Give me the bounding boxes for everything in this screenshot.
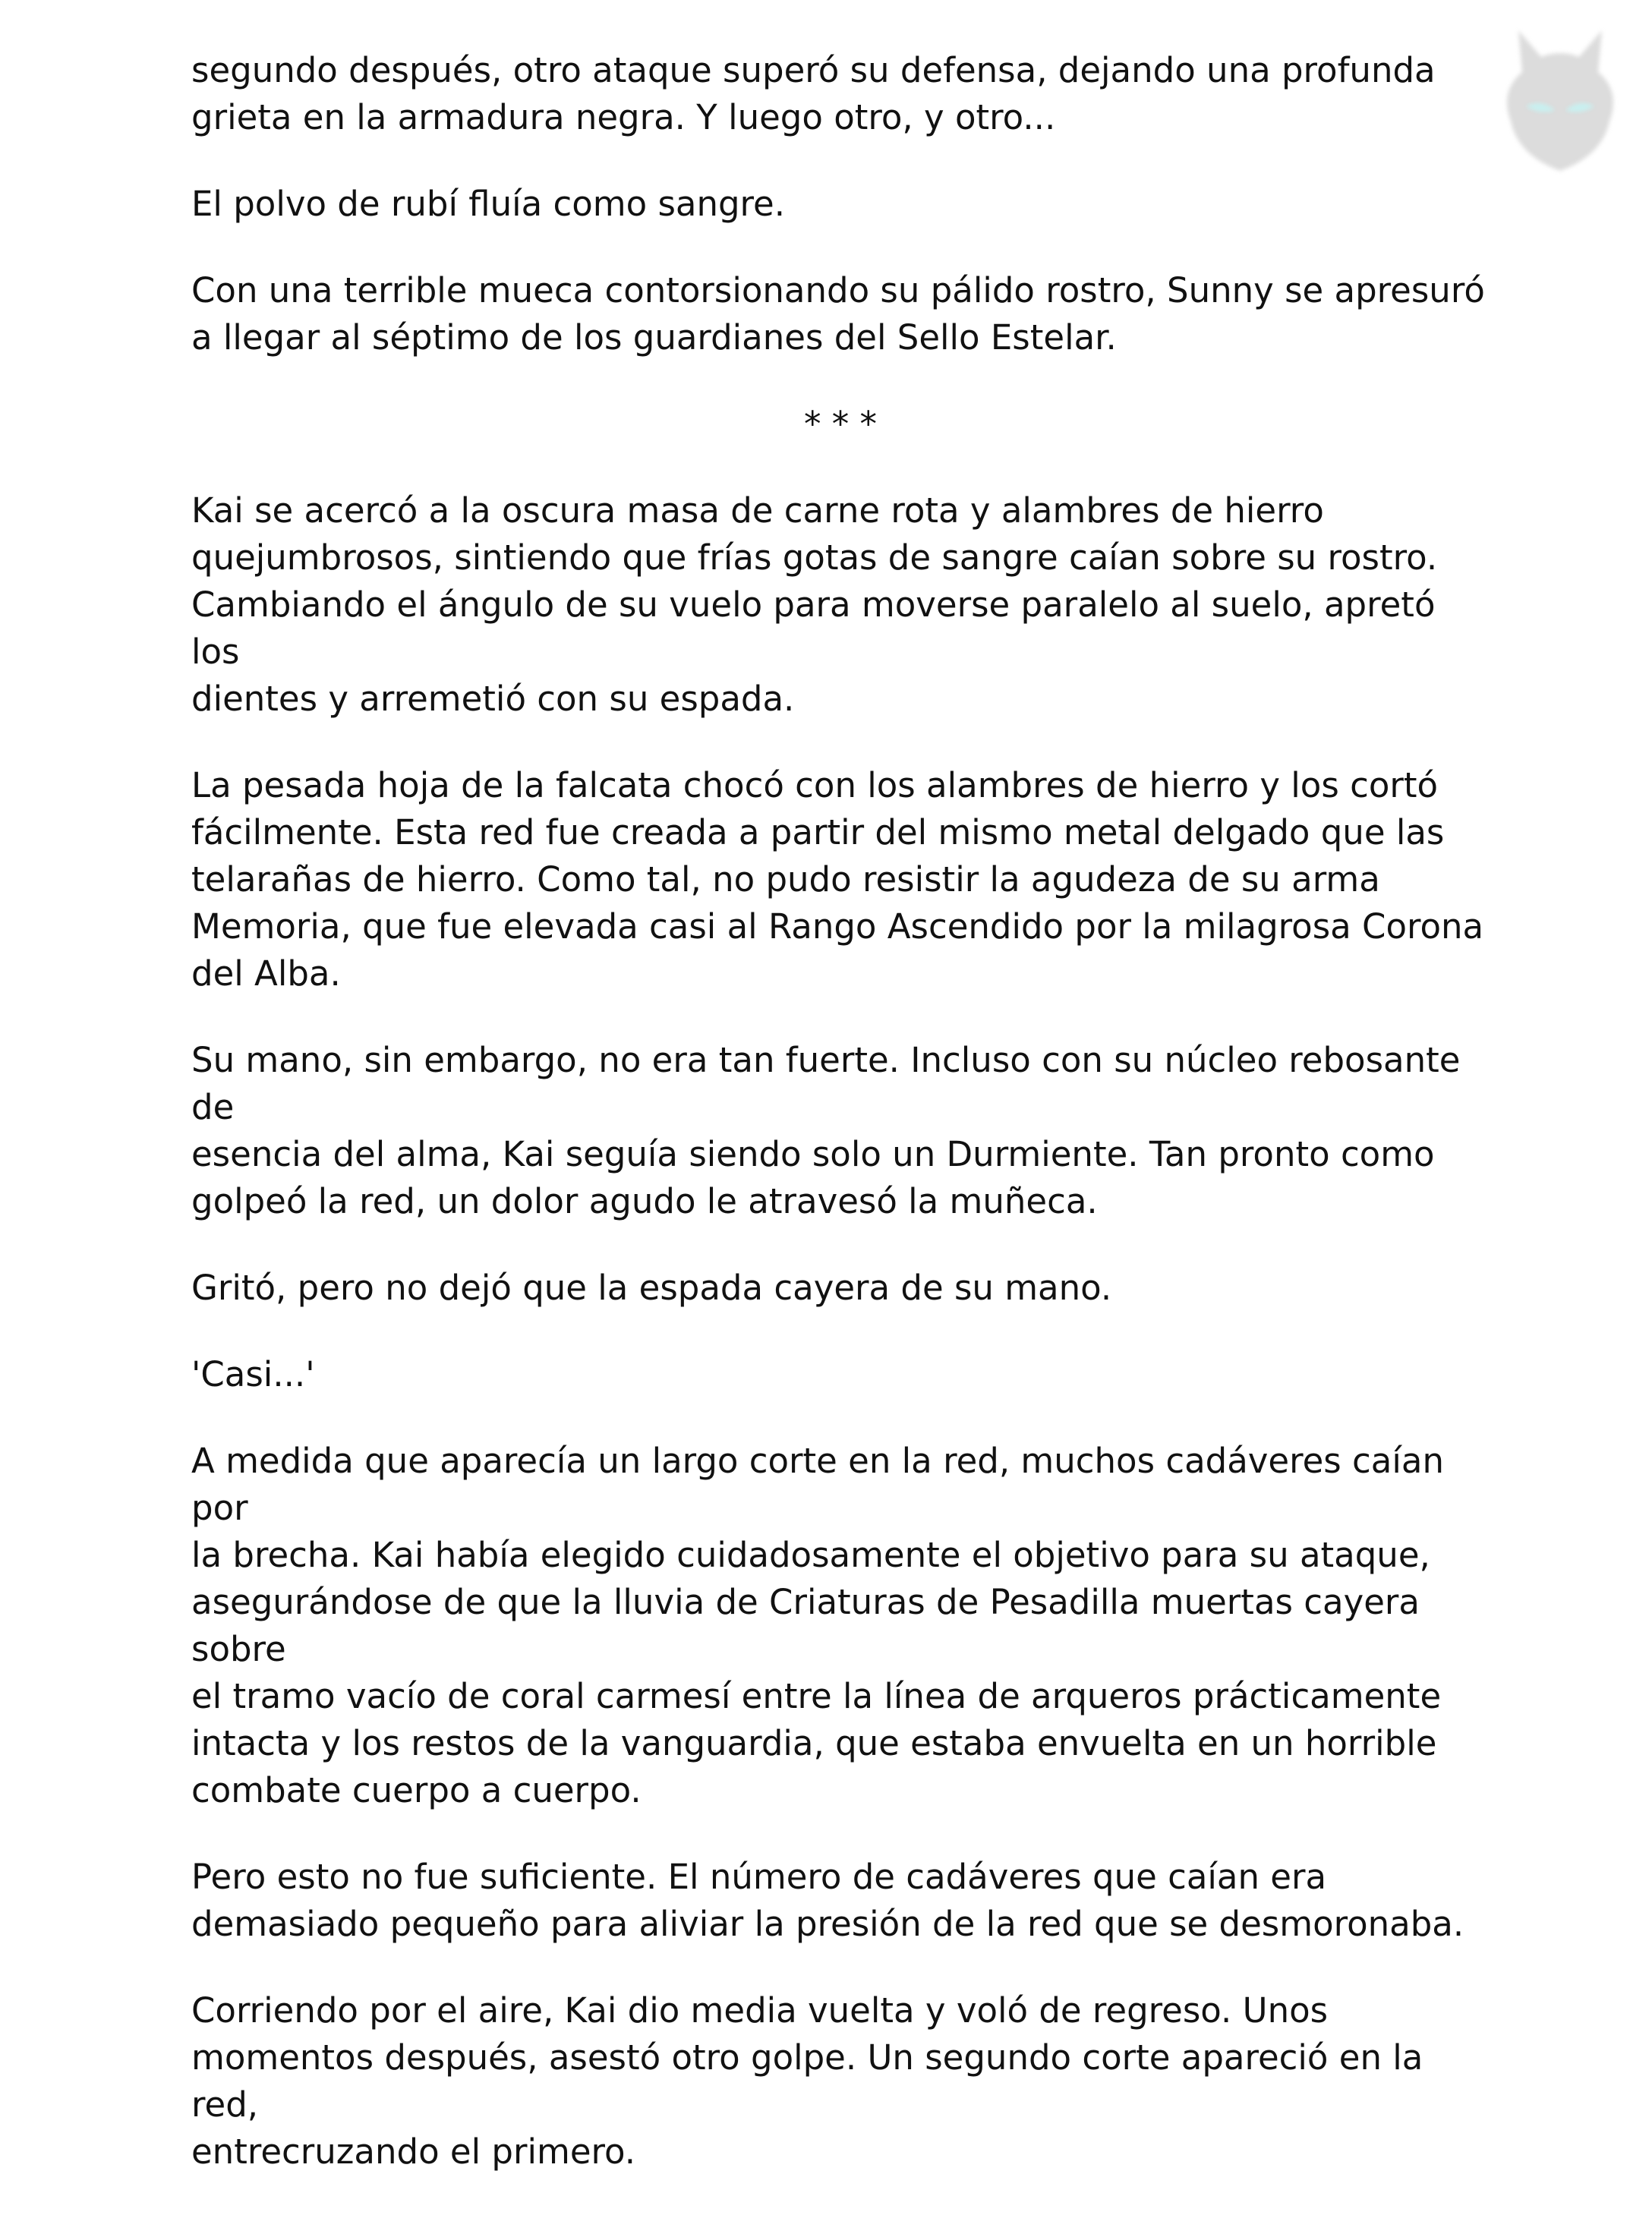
paragraph: Con una terrible mueca contorsionando su pálido rostro, Sunny se apresuró a llegar al séptimo de los guardianes del Sello Estelar. xyxy=(191,270,1485,358)
paragraph: El polvo de rubí fluía como sangre. xyxy=(191,184,786,224)
paragraph: Corriendo por el aire, Kai dio media vuelta y voló de regreso. Unos momentos después, asestó otro golpe. Un segundo corte apareció en la red, entrecruzando el primero. xyxy=(191,1990,1423,2172)
paragraph: segundo después, otro ataque superó su defensa, dejando una profunda grieta en la armadura negra. Y luego otro, y otro... xyxy=(191,50,1436,137)
paragraph: Gritó, pero no dejó que la espada cayera de su mano. xyxy=(191,1268,1112,1308)
demon-head-logo-icon xyxy=(1488,15,1632,182)
paragraph: Kai se acercó a la oscura masa de carne rota y alambres de hierro quejumbrosos, sintiendo que frías gotas de sangre caían sobre su rostro. Cambiando el ángulo de su vuelo para moverse paralelo al suelo, apretó los dientes y arremetió con su espada. xyxy=(191,490,1438,719)
paragraph: La pesada hoja de la falcata chocó con los alambres de hierro y los cortó fácilmente. Esta red fue creada a partir del mismo metal delgado que las telarañas de hierro. Como tal, no pudo resistir la agudeza de su arma Memoria, que fue elevada casi al Rango Ascendido por la milagrosa Corona del Alba. xyxy=(191,765,1484,994)
scene-separator: * * * xyxy=(803,404,878,444)
document-body xyxy=(191,47,1490,2215)
paragraph: Pero esto no fue suficiente. El número de cadáveres que caían era demasiado pequeño para aliviar la presión de la red que se desmoronaba. xyxy=(191,1857,1464,1944)
paragraph: A medida que aparecía un largo corte en la red, muchos cadáveres caían por la brecha. Kai había elegido cuidadosamente el objetivo para su ataque, asegurándose de que la lluvia de Criaturas de Pesadilla muertas cayera sobre el tramo vacío de coral carmesí entre la línea de arqueros prácticamente intacta y los restos de la vanguardia, que estaba envuelta en un horrible combate cuerpo a cuerpo. xyxy=(191,1441,1444,1810)
paragraph: 'Casi...' xyxy=(191,1354,315,1394)
paragraph: Su mano, sin embargo, no era tan fuerte. Incluso con su núcleo rebosante de esencia del alma, Kai seguía siendo solo un Durmiente. Tan pronto como golpeó la red, un dolor agudo le atravesó la muñeca. xyxy=(191,1040,1461,1221)
